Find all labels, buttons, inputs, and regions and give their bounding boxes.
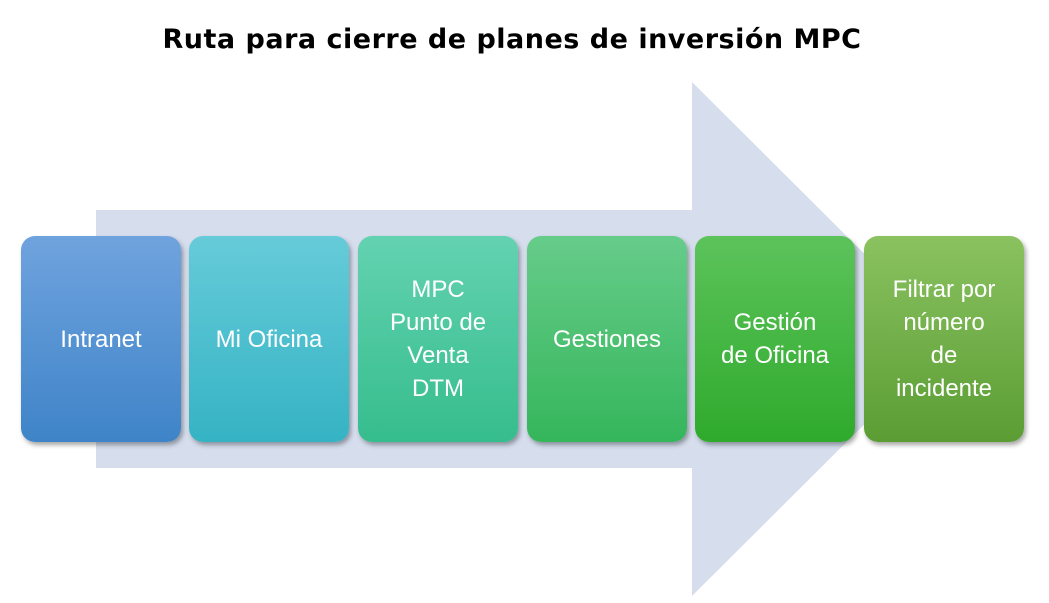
step-gestion-de-oficina bbox=[695, 236, 855, 442]
step-label: MPC Punto de Venta DTM bbox=[389, 276, 487, 402]
step-intranet bbox=[21, 236, 181, 442]
step-mi-oficina bbox=[189, 236, 349, 442]
step-label: Gestión de Oficina bbox=[720, 309, 830, 369]
step-label: Intranet bbox=[60, 325, 142, 353]
step-label: Filtrar por número de incidente bbox=[892, 276, 996, 402]
step-label: Gestiones bbox=[552, 325, 662, 353]
step-gestiones bbox=[527, 236, 687, 442]
step-label: Mi Oficina bbox=[215, 325, 323, 353]
step-mpc-punto-de-venta bbox=[358, 236, 518, 442]
diagram-title: Ruta para cierre de planes de inversión MPC bbox=[162, 24, 862, 55]
step-filtrar-por-incidente bbox=[864, 236, 1024, 442]
